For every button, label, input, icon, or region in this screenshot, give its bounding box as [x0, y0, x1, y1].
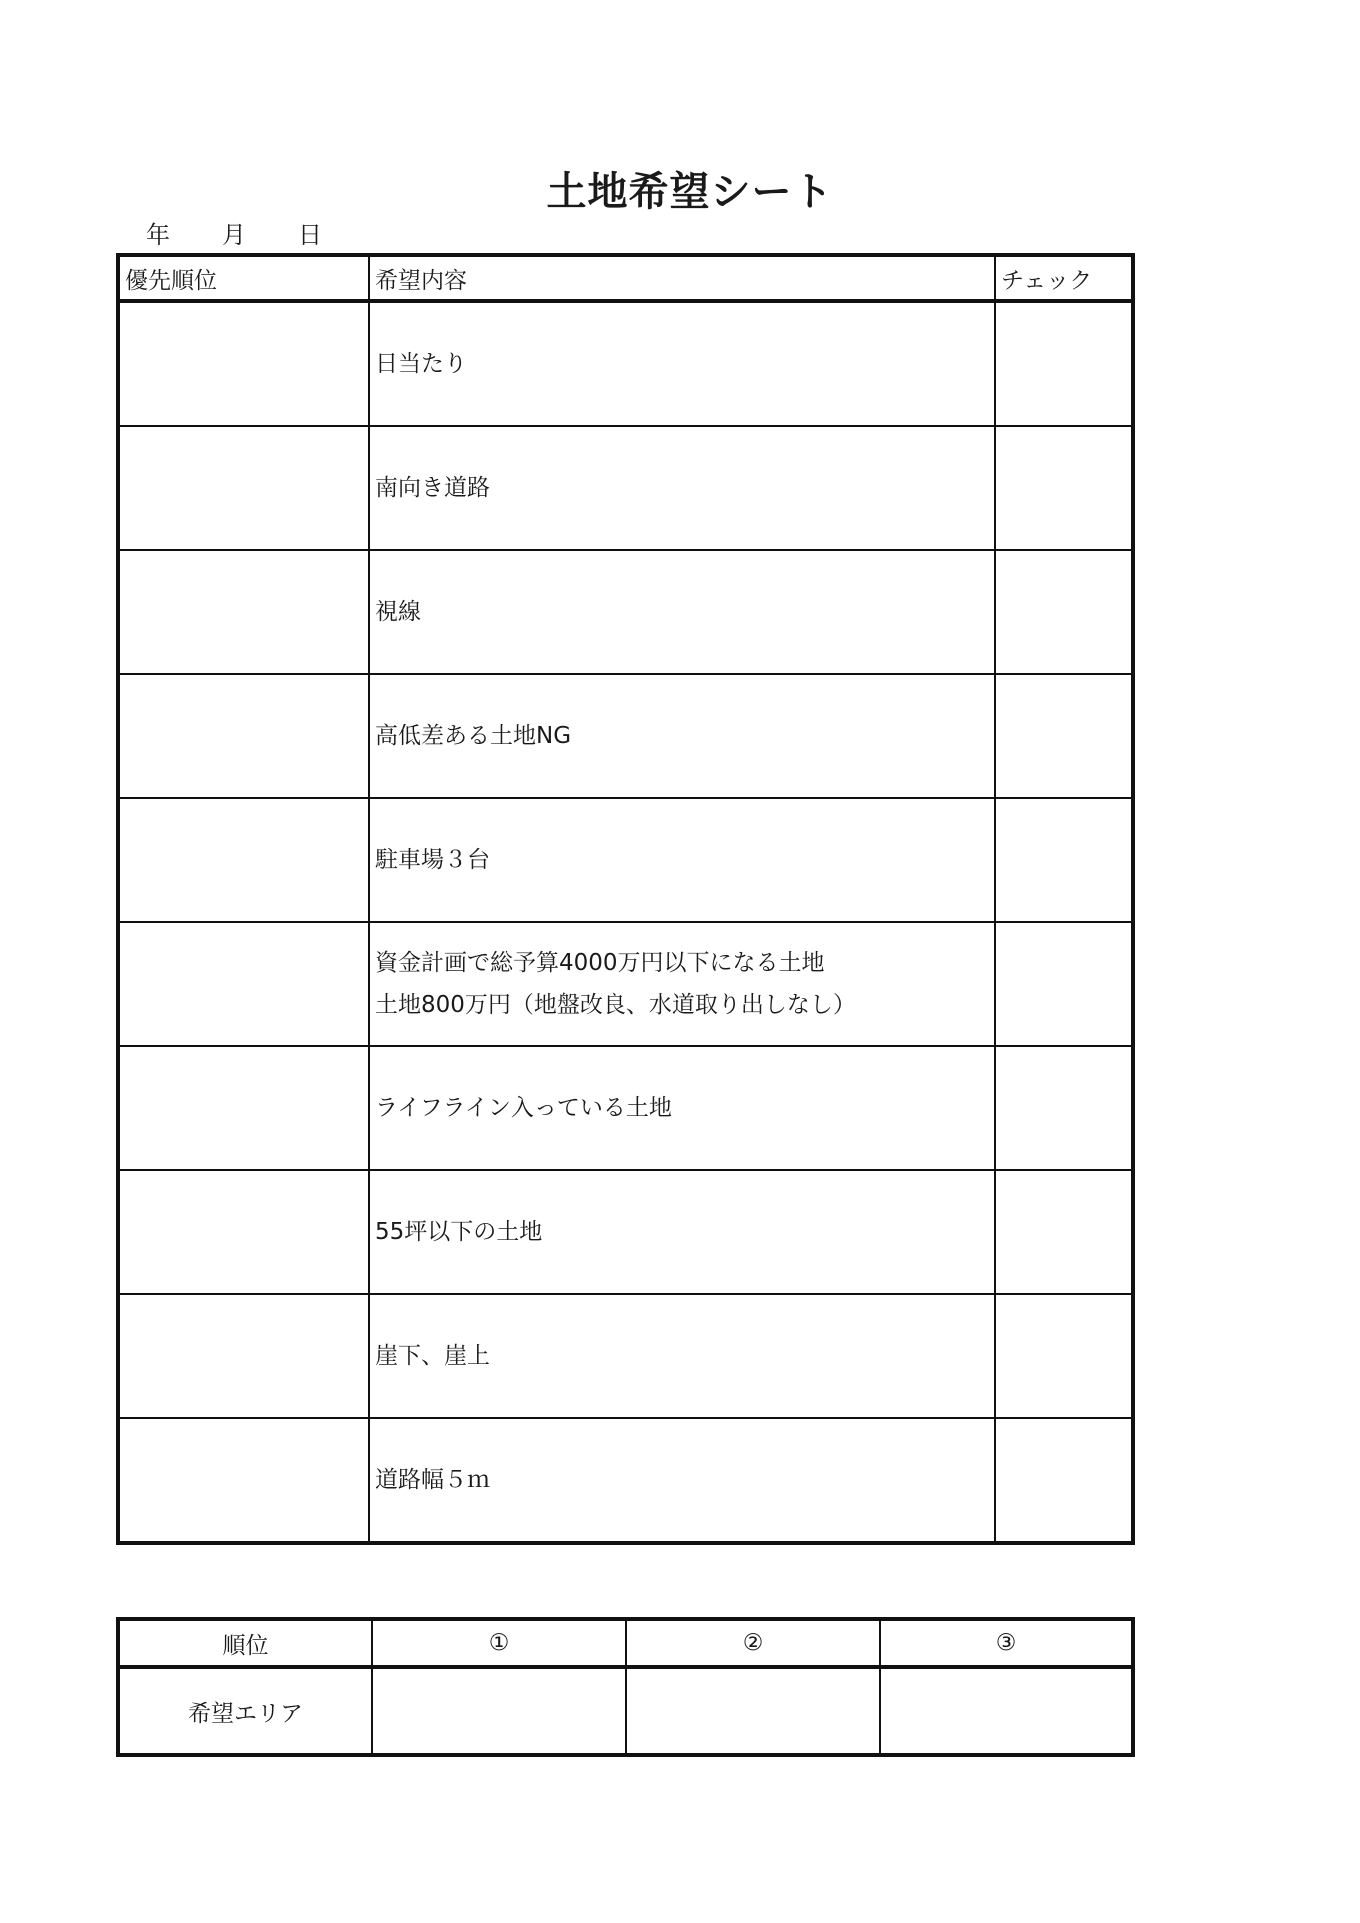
check-cell[interactable] [995, 301, 1133, 426]
area-header-second: ② [626, 1619, 880, 1667]
priority-cell[interactable] [118, 1046, 369, 1170]
content-cell: 高低差ある土地NG [369, 674, 995, 798]
content-cell: 資金計画で総予算4000万円以下になる土地 土地800万円（地盤改良、水道取り出しなし） [369, 922, 995, 1046]
area-row [118, 1667, 1133, 1755]
header-content: 希望内容 [369, 255, 995, 301]
date-year-label: 年 [146, 221, 170, 249]
content-cell: 日当たり [369, 301, 995, 426]
check-cell[interactable] [995, 1418, 1133, 1543]
area-second-cell[interactable] [626, 1667, 880, 1755]
date-line [146, 215, 322, 250]
table-row [118, 426, 1133, 550]
header-check: チェック [995, 255, 1133, 301]
content-cell: 55坪以下の土地 [369, 1170, 995, 1294]
priority-cell[interactable] [118, 426, 369, 550]
priority-cell[interactable] [118, 798, 369, 922]
check-cell[interactable] [995, 1046, 1133, 1170]
check-cell[interactable] [995, 1294, 1133, 1418]
header-priority: 優先順位 [118, 255, 369, 301]
check-cell[interactable] [995, 550, 1133, 674]
area-first-cell[interactable] [372, 1667, 626, 1755]
table-row [118, 1418, 1133, 1543]
date-month-label: 月 [222, 221, 246, 249]
priority-cell[interactable] [118, 550, 369, 674]
table-row [118, 550, 1133, 674]
content-cell: 南向き道路 [369, 426, 995, 550]
area-header-rank: 順位 [118, 1619, 372, 1667]
table-header-row [118, 255, 1133, 301]
table-row [118, 798, 1133, 922]
table-row [118, 1046, 1133, 1170]
table-row [118, 301, 1133, 426]
check-cell[interactable] [995, 922, 1133, 1046]
priority-cell[interactable] [118, 1418, 369, 1543]
check-cell[interactable] [995, 674, 1133, 798]
table-row [118, 1170, 1133, 1294]
area-row-label: 希望エリア [118, 1667, 372, 1755]
priority-cell[interactable] [118, 1170, 369, 1294]
check-cell[interactable] [995, 1170, 1133, 1294]
area-header-first: ① [372, 1619, 626, 1667]
content-cell: 道路幅５ｍ [369, 1418, 995, 1543]
table-row [118, 922, 1133, 1046]
check-cell[interactable] [995, 426, 1133, 550]
check-cell[interactable] [995, 798, 1133, 922]
table-row [118, 1294, 1133, 1418]
priority-cell[interactable] [118, 922, 369, 1046]
content-cell: ライフライン入っている土地 [369, 1046, 995, 1170]
page-title: 土地希望シート [546, 169, 834, 215]
table-row [118, 674, 1133, 798]
content-cell: 崖下、崖上 [369, 1294, 995, 1418]
area-header-third: ③ [880, 1619, 1133, 1667]
priority-cell[interactable] [118, 674, 369, 798]
priority-cell[interactable] [118, 1294, 369, 1418]
area-header-row [118, 1619, 1133, 1667]
content-cell: 駐車場３台 [369, 798, 995, 922]
priority-cell[interactable] [118, 301, 369, 426]
land-request-table [116, 253, 1135, 1545]
area-third-cell[interactable] [880, 1667, 1133, 1755]
date-day-label: 日 [298, 221, 322, 249]
content-cell: 視線 [369, 550, 995, 674]
preferred-area-table [116, 1617, 1135, 1757]
